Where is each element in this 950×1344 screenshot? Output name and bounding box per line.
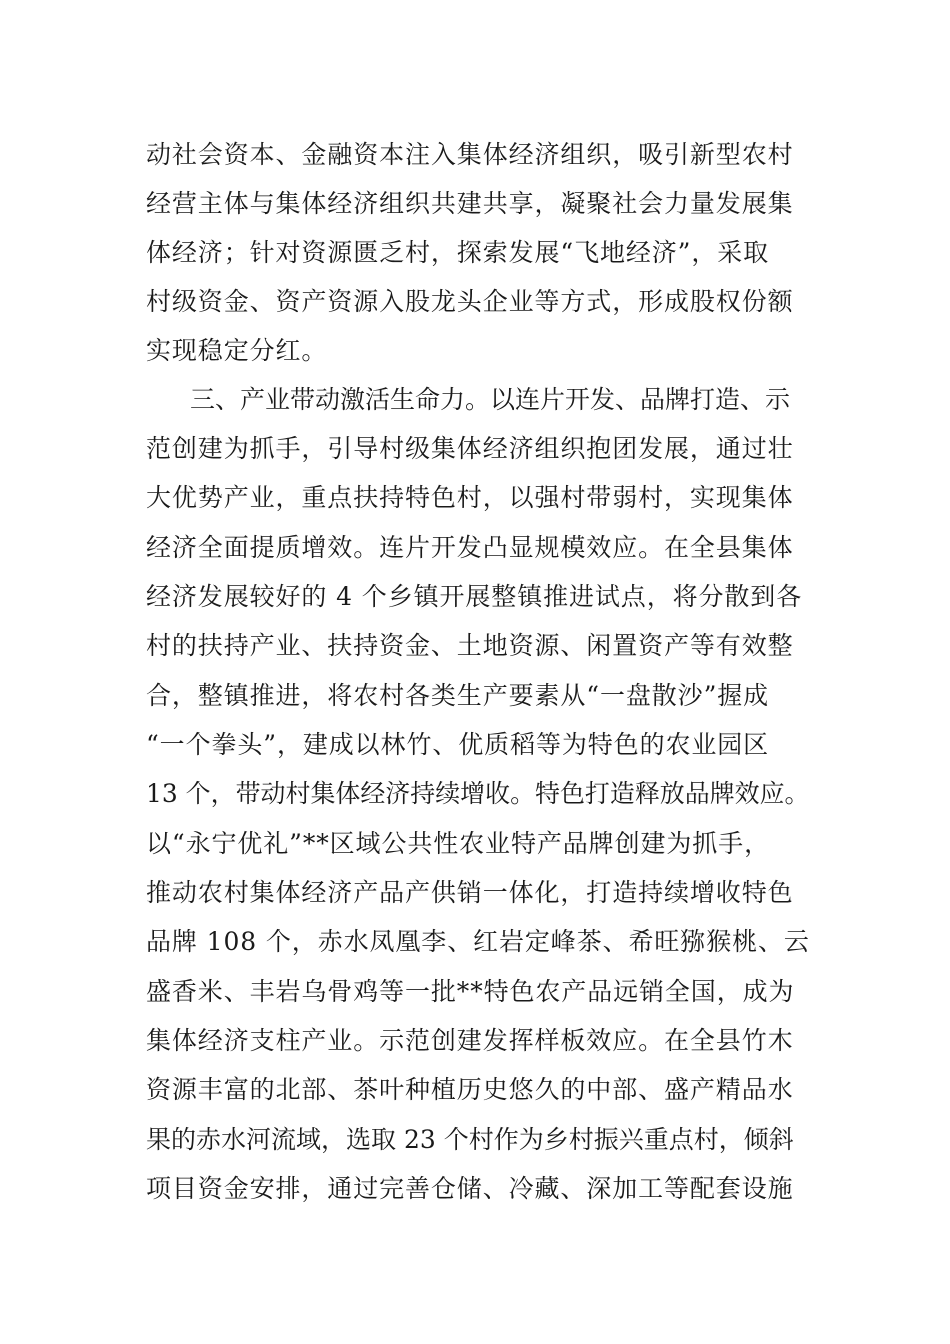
- text-line: 三、产业带动激活生命力。以连片开发、品牌打造、示: [190, 385, 791, 414]
- text-line: 村级资金、资产资源入股龙头企业等方式，形成股权份额: [146, 287, 794, 316]
- text-line: 村的扶持产业、扶持资金、土地资源、闲置资产等有效整: [146, 631, 794, 660]
- text-line: 范创建为抓手，引导村级集体经济组织抱团发展，通过壮: [146, 434, 794, 463]
- text-line: 合，整镇推进，将农村各类生产要素从“一盘散沙”握成: [146, 681, 770, 710]
- text-line: 项目资金安排，通过完善仓储、冷藏、深加工等配套设施: [146, 1174, 794, 1203]
- text-line: 大优势产业，重点扶持特色村，以强村带弱村，实现集体: [146, 483, 794, 512]
- text-line: 经营主体与集体经济组织共建共享，凝聚社会力量发展集: [146, 189, 794, 218]
- text-line: 经济全面提质增效。连片开发凸显规模效应。在全县集体: [146, 533, 794, 562]
- text-line: 盛香米、丰岩乌骨鸡等一批**特色农产品远销全国，成为: [146, 977, 795, 1006]
- text-line: 13 个，带动村集体经济持续增收。特色打造释放品牌效应。: [146, 779, 810, 808]
- text-line: “一个拳头”，建成以林竹、优质稻等为特色的农业园区: [146, 730, 770, 759]
- text-line: 推动农村集体经济产品产供销一体化，打造持续增收特色: [146, 878, 794, 907]
- text-line: 资源丰富的北部、茶叶种植历史悠久的中部、盛产精品水: [146, 1075, 794, 1104]
- text-line: 实现稳定分红。: [146, 336, 328, 365]
- text-line: 果的赤水河流域，选取 23 个村作为乡村振兴重点村，倾斜: [146, 1125, 794, 1154]
- text-line: 集体经济支柱产业。示范创建发挥样板效应。在全县竹木: [146, 1026, 794, 1055]
- text-line: 经济发展较好的 4 个乡镇开展整镇推进试点，将分散到各: [146, 582, 803, 611]
- text-line: 品牌 108 个，赤水凤凰李、红岩定峰茶、希旺猕猴桃、云: [146, 927, 810, 956]
- text-line: 动社会资本、金融资本注入集体经济组织，吸引新型农村: [146, 140, 794, 169]
- text-line: 体经济；针对资源匮乏村，探索发展“飞地经济”，采取: [146, 238, 770, 267]
- text-line: 以“永宁优礼”**区域公共性农业特产品牌创建为抓手，: [146, 829, 770, 858]
